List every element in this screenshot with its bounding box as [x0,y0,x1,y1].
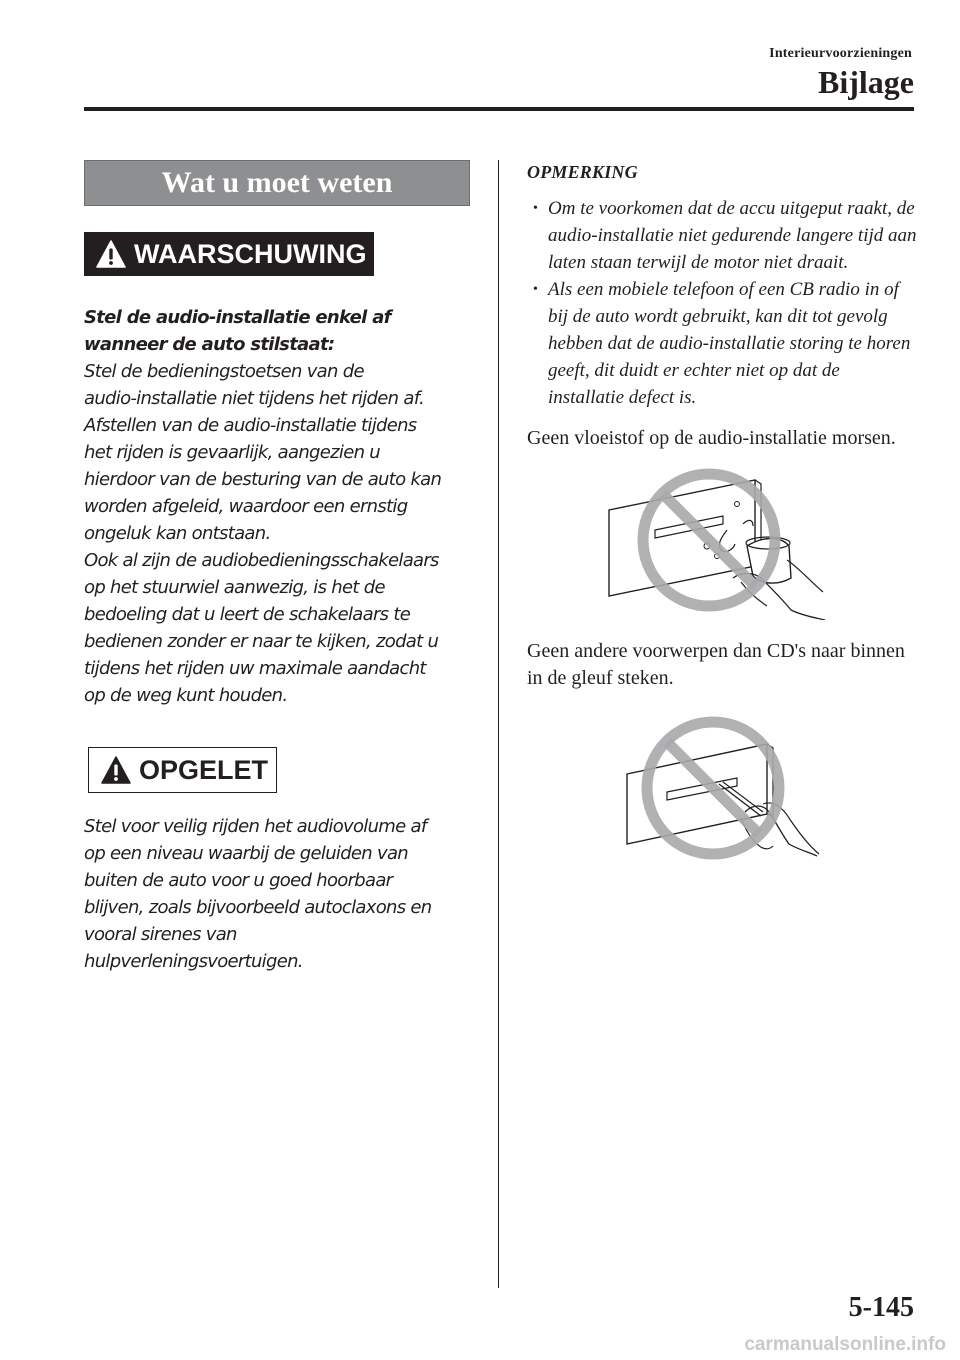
warning-line: op de weg kunt houden. [84,685,288,706]
caution-line: blijven, zoals bijvoorbeeld autoclaxons en [84,897,432,918]
warning-triangle-icon [96,240,126,268]
instruction-objects: Geen andere voorwerpen dan CD's naar binnen in de gleuf steken. [527,640,905,689]
warning-line: Ook al zijn de audiobedieningsschakelaars [84,550,439,571]
caution-line: Stel voor veilig rijden het audiovolume af [84,816,427,837]
warning-line: op het stuurwiel aanwezig, is het de [84,577,385,598]
section-title: Wat u moet weten [84,160,470,206]
no-objects-illustration [527,704,917,874]
chapter-subtitle: Interieurvoorzieningen [769,46,912,61]
warning-line: audio-installatie niet tijdens het rijden af. [84,388,425,409]
no-liquid-illustration [527,460,917,620]
note-item: • Om te voorkomen dat de accu uitgeput raakt, de audio-installatie niet gedurende langere tijd aan laten staan terwijl de motor niet draait. [527,195,917,276]
header-rule [84,107,914,111]
warning-line: Stel de bedieningstoetsen van de [84,361,364,382]
warning-line: tijdens het rijden uw maximale aandacht [84,658,426,679]
warning-line: worden afgeleid, waardoor een ernstig [84,496,408,517]
column-divider [498,160,499,1288]
left-column [84,160,470,975]
right-column [527,160,917,874]
warning-line: het rijden is gevaarlijk, aangezien u [84,442,381,463]
warning-text [84,304,470,709]
warning-badge [84,232,374,276]
warning-lead: Stel de audio-installatie enkel af wanneer de auto stilstaat: [84,307,391,355]
caution-line: vooral sirenes van [84,924,237,945]
warning-line: hierdoor van de besturing van de auto kan [84,469,442,490]
chapter-title: Bijlage [818,64,914,100]
note-list [527,195,917,411]
warning-line: ongeluk kan ontstaan. [84,523,271,544]
warning-line: Afstellen van de audio-installatie tijdens [84,415,417,436]
caution-line: op een niveau waarbij de geluiden van [84,843,409,864]
note-item: • Als een mobiele telefoon of een CB radio in of bij de auto wordt gebruikt, kan dit tot gevolg hebben dat de audio-installatie storing te horen geeft, dit duidt er echter niet op dat de installatie defect is. [527,276,917,411]
caution-text [84,813,470,975]
caution-label: OPGELET [139,754,269,785]
warning-line: bedoeling dat u leert de schakelaars te [84,604,411,625]
caution-line: buiten de auto voor u goed hoorbaar [84,870,393,891]
caution-line: hulpverleningsvoertuigen. [84,951,303,972]
warning-label: WAARSCHUWING [134,238,367,269]
page-number: 5-145 [848,1292,914,1323]
warning-line: bedienen zonder er naar te kijken, zodat u [84,631,439,652]
instruction-liquid: Geen vloeistof op de audio-installatie morsen. [527,427,896,449]
caution-badge [88,747,277,793]
note-heading: OPMERKING [527,162,638,182]
footer-watermark: carmanualsonline.info [744,1334,946,1355]
caution-triangle-icon [101,756,131,784]
